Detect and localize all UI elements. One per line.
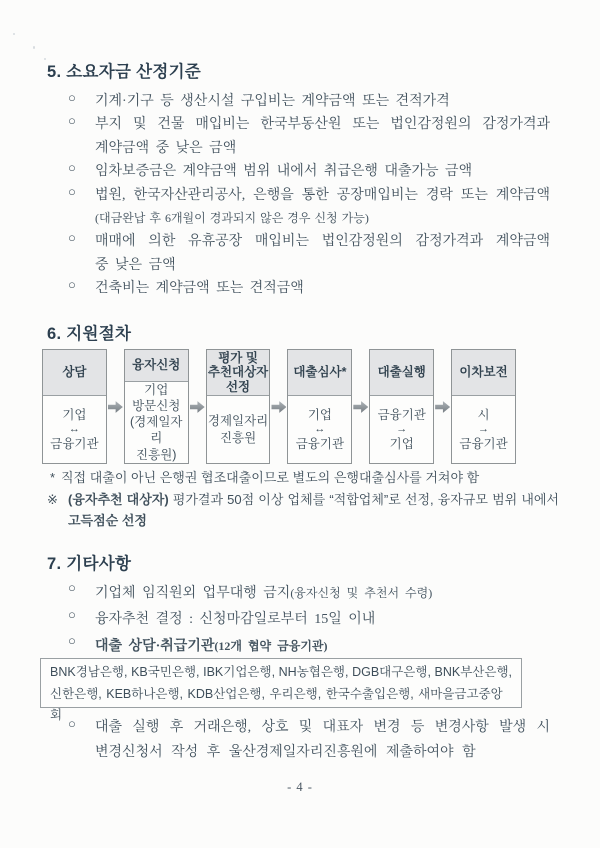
flow-body-line: 진흥원 bbox=[219, 430, 257, 445]
flow-step-consult bbox=[42, 349, 107, 464]
both-arrow-icon: ↔ bbox=[314, 423, 326, 435]
list-item bbox=[47, 633, 550, 660]
item-paren-text: (융자신청 및 추천서 수령) bbox=[290, 586, 433, 600]
flow-step-header: 상담 bbox=[43, 350, 106, 396]
circle-bullet: ○ bbox=[68, 160, 76, 176]
partner-banks-box bbox=[40, 658, 522, 722]
section5-title: 5. 소요자금 산정기준 bbox=[47, 63, 202, 81]
item-text: 변경신청서 작성 후 울산경제일자리진흥원에 제출하여야 함 bbox=[95, 744, 476, 760]
footnote-bold-line: 고득점순 선정 bbox=[68, 513, 147, 528]
item-text: 융자추천 결정 : 신청마감일로부터 15일 이내 bbox=[95, 612, 376, 627]
circle-bullet: ○ bbox=[68, 90, 76, 105]
scan-speck bbox=[44, 58, 46, 60]
circle-bullet: ○ bbox=[68, 633, 76, 648]
circle-bullet: ○ bbox=[68, 230, 76, 246]
right-arrow-icon bbox=[353, 400, 368, 414]
item-paren-text: (12개 협약 금융기관) bbox=[214, 639, 328, 653]
circle-bullet: ○ bbox=[68, 183, 76, 199]
flow-step-body bbox=[370, 396, 433, 463]
item-main-text: 기업체 임직원외 업무대행 금지 bbox=[95, 586, 291, 601]
item-text: 법원, 한국자산관리공사, 은행을 통한 공장매입비는 경락 또는 계약금액 bbox=[95, 187, 550, 203]
list-item bbox=[47, 113, 550, 160]
flow-body-line: 기업 bbox=[144, 382, 169, 397]
list-item bbox=[47, 230, 550, 277]
flow-step-header: 대출심사* bbox=[288, 350, 351, 396]
down-flow-arrow-icon: → bbox=[478, 423, 490, 435]
section6-title: 6. 지원절차 bbox=[47, 325, 132, 343]
both-arrow-icon: ↔ bbox=[68, 423, 80, 435]
flow-body-line: 금융기관 bbox=[459, 437, 508, 451]
asterisk-marker: * bbox=[50, 470, 56, 485]
circle-bullet: ○ bbox=[68, 580, 76, 595]
item-text: 임차보증금은 계약금액 범위 내에서 취급은행 대출가능 금액 bbox=[95, 164, 473, 180]
item-text bbox=[95, 633, 550, 660]
page-number: - 4 - bbox=[287, 780, 313, 794]
list-item bbox=[47, 580, 550, 607]
flow-step-body bbox=[43, 396, 106, 463]
flow-step-loan-execution bbox=[369, 349, 434, 464]
list-item bbox=[47, 90, 550, 113]
list-item bbox=[47, 184, 550, 231]
reference-marker: ※ bbox=[47, 491, 58, 507]
bank-list-line: 신한은행, KEB하나은행, KDB산업은행, 우리은행, 한국수출입은행, 새마을금고중앙회 bbox=[50, 686, 503, 722]
list-item bbox=[47, 277, 550, 300]
down-flow-arrow-icon: → bbox=[396, 423, 408, 435]
footnote-reference bbox=[47, 489, 559, 532]
item-text: 대출 실행 후 거래은행, 상호 및 대표자 변경 등 변경사항 발생 시 bbox=[95, 720, 550, 735]
flow-header-line: 선정 bbox=[225, 379, 251, 394]
flow-body-line: 기업 bbox=[389, 437, 414, 451]
flow-body-line: 경제일자리 bbox=[207, 414, 269, 429]
right-arrow-icon bbox=[108, 400, 123, 414]
item-text: 계약금액 중 낮은 금액 bbox=[95, 140, 237, 156]
footnote-star bbox=[47, 467, 559, 489]
item-text bbox=[95, 580, 550, 607]
circle-bullet: ○ bbox=[68, 607, 76, 622]
flow-connector bbox=[189, 349, 206, 464]
flow-body-line: 진흥원) bbox=[136, 447, 177, 462]
flow-body-line: 금융기관 bbox=[295, 437, 345, 451]
flow-step-body bbox=[288, 396, 351, 463]
footnote-text bbox=[68, 489, 559, 532]
flow-connector bbox=[434, 349, 451, 464]
flow-body-line: (경제일자리 bbox=[130, 415, 183, 446]
item-text: 매매에 의한 유휴공장 매입비는 법인감정원의 감정가격과 계약금액 bbox=[95, 234, 550, 250]
circle-bullet: ○ bbox=[68, 113, 76, 129]
bank-list-line: BNK경남은행, KB국민은행, IBK기업은행, NH농협은행, DGB대구은행, BNK부산은행, bbox=[50, 665, 512, 679]
list-item bbox=[47, 160, 550, 183]
flow-body-line: 방문신청 bbox=[132, 398, 181, 413]
flow-body-line: 기업 bbox=[62, 407, 87, 422]
flow-step-interest-support bbox=[451, 349, 516, 464]
flow-step-body bbox=[125, 382, 188, 463]
section7-title: 7. 기타사항 bbox=[47, 555, 132, 573]
right-arrow-icon bbox=[435, 400, 450, 414]
footnote-text: 직접 대출이 아닌 은행권 협조대출이므로 별도의 은행대출심사를 거쳐야 함 bbox=[61, 470, 480, 485]
final-note-item bbox=[47, 716, 550, 765]
flow-step-header: 대출실행 bbox=[370, 350, 433, 396]
scan-speck bbox=[33, 46, 35, 49]
footnote-line bbox=[68, 489, 559, 511]
section7-list bbox=[47, 580, 550, 660]
flow-body-line: 시 bbox=[477, 407, 490, 422]
flow-step-apply bbox=[124, 349, 189, 464]
list-item bbox=[47, 607, 550, 633]
item-text: 건축비는 계약금액 또는 견적금액 bbox=[95, 281, 304, 297]
flow-step-header bbox=[207, 350, 270, 396]
right-arrow-icon bbox=[190, 400, 205, 414]
item-text: 기계·기구 등 생산시설 구입비는 계약금액 또는 견적가격 bbox=[95, 94, 450, 109]
circle-bullet: ○ bbox=[68, 716, 76, 731]
process-flowchart bbox=[42, 349, 516, 464]
right-arrow-icon bbox=[271, 400, 286, 414]
item-subtext: (대금완납 후 6개월이 경과되지 않은 경우 신청 가능) bbox=[95, 211, 369, 226]
flow-connector bbox=[270, 349, 287, 464]
flow-step-body bbox=[452, 396, 515, 463]
flow-step-header: 융자신청 bbox=[125, 350, 188, 382]
flow-header-line: 추천대상자 bbox=[207, 365, 269, 380]
footnote-rest: 평가결과 50점 이상 업체를 “적합업체”로 선정, 융자규모 범위 내에서 bbox=[168, 491, 559, 507]
flow-step-evaluation bbox=[206, 349, 271, 464]
scan-speck bbox=[13, 33, 15, 35]
flow-connector bbox=[352, 349, 369, 464]
flow-body-line: 금융기관 bbox=[377, 407, 426, 422]
flow-header-line: 평가 및 bbox=[218, 350, 258, 365]
flowchart-footnotes bbox=[47, 467, 559, 532]
flow-step-header: 이차보전 bbox=[452, 350, 515, 396]
list-item bbox=[47, 716, 550, 765]
flow-connector bbox=[107, 349, 124, 464]
flow-step-loan-review bbox=[287, 349, 352, 464]
item-text: 부지 및 건물 매입비는 한국부동산원 또는 법인감정원의 감정가격과 bbox=[95, 117, 550, 133]
item-text: 중 낮은 금액 bbox=[95, 257, 176, 273]
footnote-bold-label: (융자추천 대상자) bbox=[68, 491, 169, 507]
section5-list bbox=[47, 90, 550, 301]
flow-body-line: 금융기관 bbox=[50, 437, 99, 451]
item-main-text: 대출 상담·취급기관 bbox=[95, 639, 215, 654]
circle-bullet: ○ bbox=[68, 277, 76, 293]
flow-body-line: 기업 bbox=[307, 407, 332, 422]
flow-step-body bbox=[207, 396, 270, 463]
